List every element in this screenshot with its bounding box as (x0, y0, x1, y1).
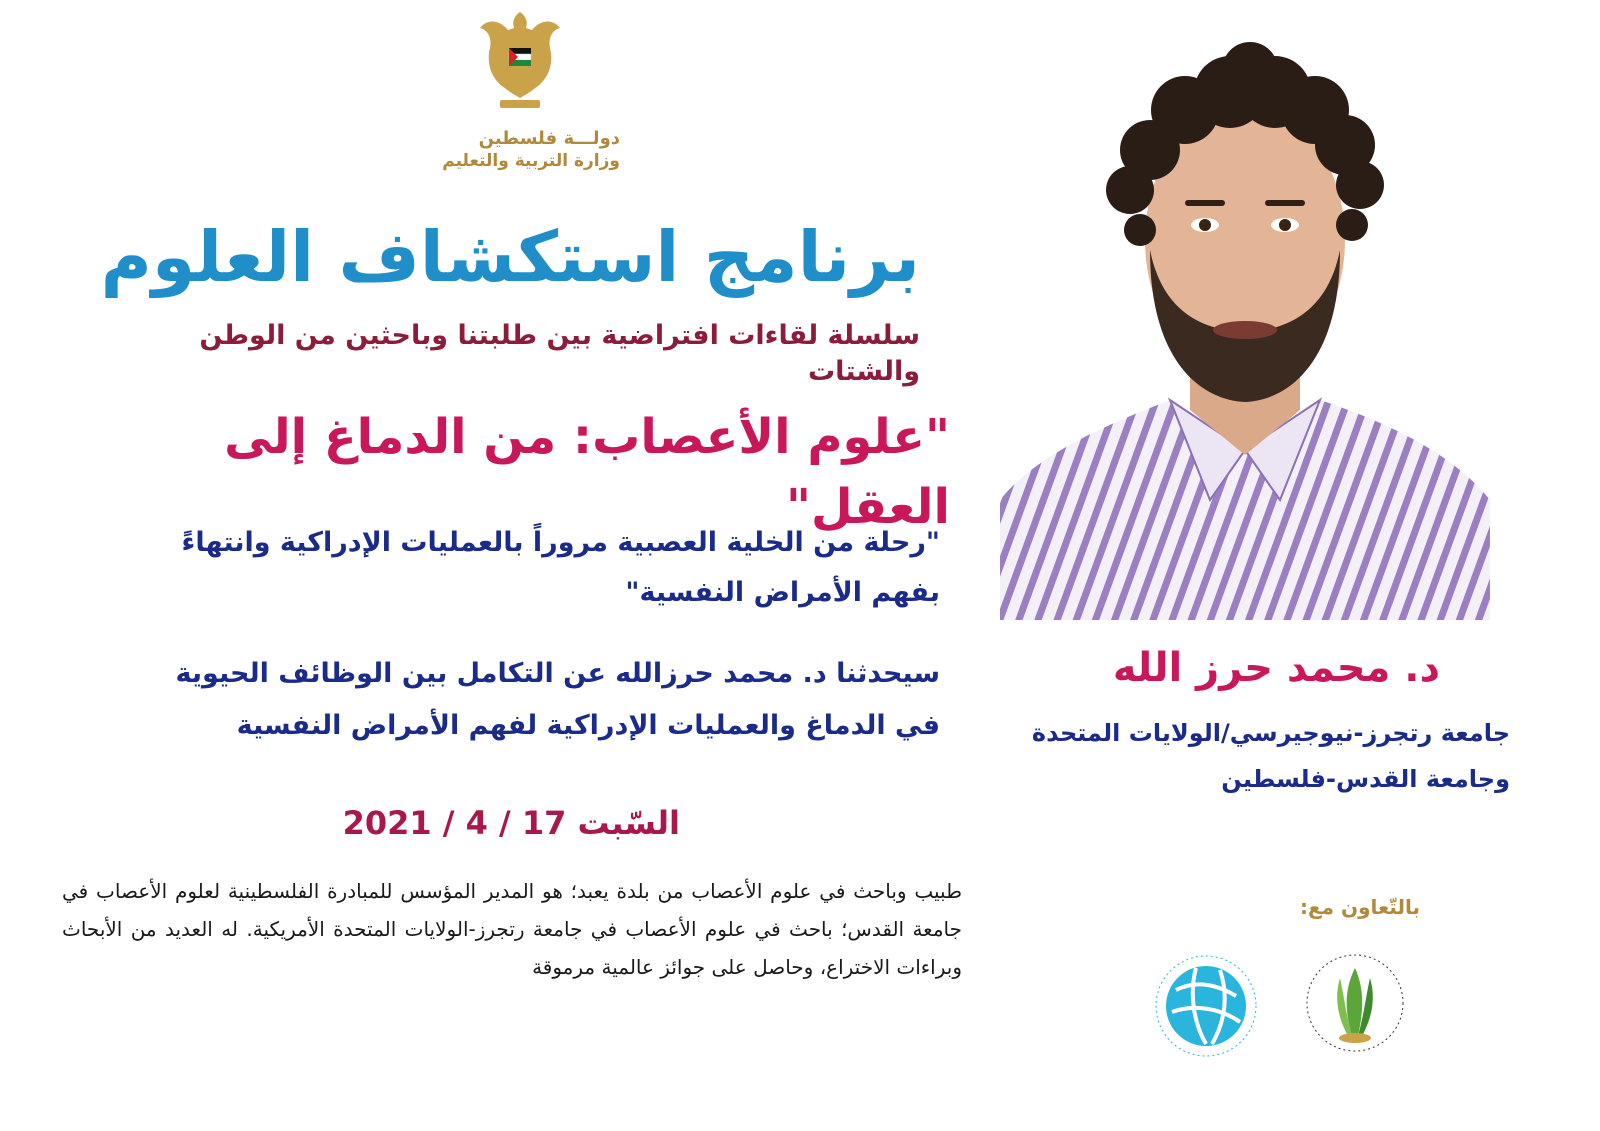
affiliation-line-1: جامعة رتجرز-نيوجيرسي/الولايات المتحدة (1031, 719, 1510, 747)
program-title: برنامج استكشاف العلوم (100, 216, 920, 298)
speaker-affiliation (1010, 710, 1510, 802)
lecture-description (100, 518, 940, 618)
lecture-topic: "علوم الأعصاب: من الدماغ إلى العقل" (224, 409, 950, 535)
event-date: السّبت 17 / 4 / 2021 (342, 804, 680, 842)
affiliation-line-2: وجامعة القدس-فلسطين (1221, 765, 1510, 793)
speaker-summary (90, 648, 940, 752)
ministry-state: دولـــة فلسطين (478, 128, 620, 149)
speaker-name: د. محمد حرز الله (1112, 645, 1440, 691)
program-subtitle: سلسلة لقاءات افتراضية بين طلبتنا وباحثين من الوطن والشتات (199, 320, 920, 387)
speaker-photo (1000, 30, 1490, 620)
science-academy-logo (1150, 950, 1262, 1062)
higher-council-logo (1300, 948, 1410, 1058)
speaker-summary-line-1: سيحدثنا د. محمد حرزالله عن التكامل بين الوظائف الحيوية (175, 658, 940, 689)
description-line-2: بفهم الأمراض النفسية" (625, 577, 940, 608)
collaboration-label: بالتّعاون مع: (1300, 895, 1420, 919)
palestine-eagle-emblem (478, 8, 562, 120)
description-line-1: "رحلة من الخلية العصبية مروراً بالعمليات الإدراكية وانتهاءً (181, 527, 940, 558)
ministry-header (430, 128, 620, 172)
ministry-name: وزارة التربية والتعليم (442, 151, 620, 171)
speaker-summary-line-2: في الدماغ والعمليات الإدراكية لفهم الأمراض النفسية (236, 710, 940, 741)
speaker-bio: طبيب وباحث في علوم الأعصاب من بلدة يعبد؛ هو المدير المؤسس للمبادرة الفلسطينية لعلوم الأعصاب في جامعة القدس؛ باحث في علوم الأعصاب في جامعة رتجرز-الولايات المتحدة الأمريكية. له العديد من الأبحاث وبراءات الاختراع، وحاصل على جوائز عالمية مرموقة (62, 879, 962, 979)
